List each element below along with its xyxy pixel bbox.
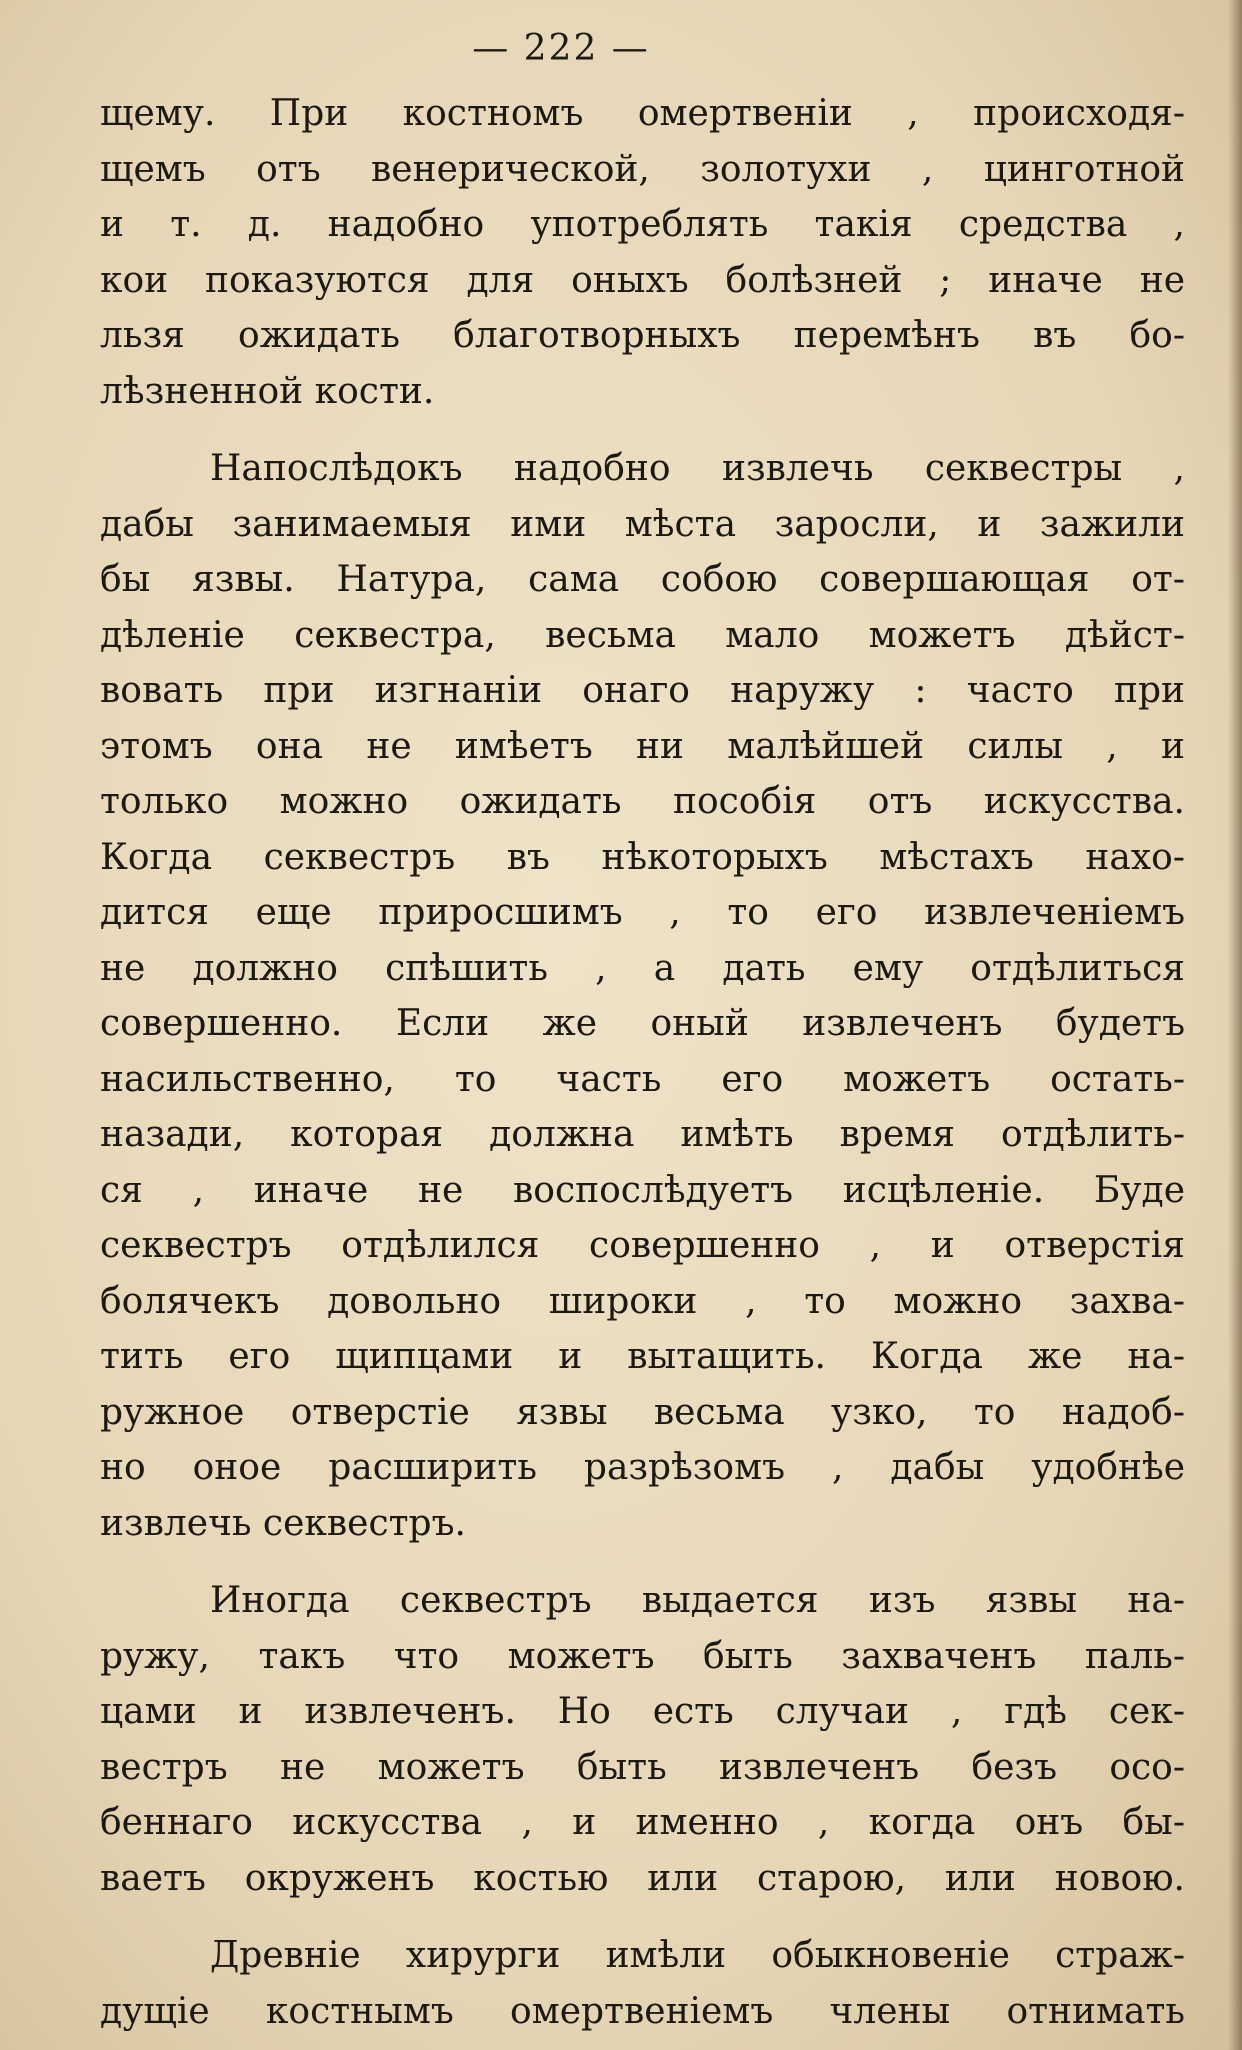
text-line: льзя ожидать благотворныхъ перемѣнъ въ бо- xyxy=(100,315,1185,356)
text-line: вовать при изгнанiи онаго наружу : часто при xyxy=(100,670,1185,711)
paragraph-gap xyxy=(100,419,1185,441)
paragraph-gap xyxy=(100,1551,1185,1573)
text-line: ваетъ окруженъ костью или старою, или новою. xyxy=(100,1857,1185,1899)
text-line: но оное расширить разрѣзомъ , дабы удобнѣе xyxy=(100,1447,1185,1488)
paragraph xyxy=(100,441,1185,1551)
text-line: Когда секвестръ въ нѣкоторыхъ мѣстахъ нахо- xyxy=(100,836,1185,878)
text-line: вестръ не можетъ быть извлеченъ безъ осо- xyxy=(100,1746,1185,1788)
text-line: щемъ отъ венерической, золотухи , цинготной xyxy=(100,148,1185,190)
paragraph xyxy=(100,1928,1185,2039)
text-line: цами и извлеченъ. Но есть случаи , гдѣ сек- xyxy=(100,1691,1185,1732)
paragraph xyxy=(100,1573,1185,1906)
text-line: тить его щипцами и вытащить. Когда же на- xyxy=(100,1336,1185,1377)
text-line: лѣзненной кости. xyxy=(100,370,435,412)
text-line: и т. д. надобно употреблять такiя средства , xyxy=(100,204,1185,245)
text-line: только можно ожидать пособiя отъ искусства. xyxy=(100,781,1185,822)
text-line: дабы занимаемыя ими мѣста заросли, и зажили xyxy=(100,503,1185,545)
text-line: Напослѣдокъ надобно извлечь секвестры , xyxy=(210,448,1185,489)
page-number: — 222 — xyxy=(472,28,650,69)
body-text xyxy=(100,86,1185,2039)
text-line: болячекъ довольно широки , то можно захва- xyxy=(100,1280,1185,1322)
text-line: щему. При костномъ омертвенiи , происходя- xyxy=(100,93,1185,134)
text-line: дущiе костнымъ омертвенiемъ члены отнимать xyxy=(100,1990,1185,2032)
text-line: насильственно, то часть его можетъ остать- xyxy=(100,1058,1185,1100)
text-line: секвестръ отдѣлился совершенно , и отверстiя xyxy=(100,1225,1185,1266)
text-line: не должно спѣшить , а дать ему отдѣлиться xyxy=(100,947,1185,989)
text-line: беннаго искусства , и именно , когда онъ бы- xyxy=(100,1802,1185,1843)
text-line: кои показуются для оныхъ болѣзней ; иначе не xyxy=(100,259,1185,301)
text-line: Иногда секвестръ выдается изъ язвы на- xyxy=(210,1580,1185,1621)
text-line: дится еще приросшимъ , то его извлеченiемъ xyxy=(100,892,1185,933)
text-line: бы язвы. Натура, сама собою совершающая от- xyxy=(100,559,1185,600)
text-line: совершенно. Если же оный извлеченъ будетъ xyxy=(100,1003,1185,1044)
text-line: назади, которая должна имѣть время отдѣлить- xyxy=(100,1114,1185,1155)
text-line: дѣленiе секвестра, весьма мало можетъ дѣйст- xyxy=(100,614,1185,656)
text-line: этомъ она не имѣетъ ни малѣйшей силы , и xyxy=(100,725,1185,767)
paragraph-gap xyxy=(100,1906,1185,1928)
page-edge-shadow xyxy=(1228,0,1242,2050)
paragraph xyxy=(100,86,1185,419)
text-line: ся , иначе не воспослѣдуетъ исцѣленiе. Буде xyxy=(100,1169,1185,1211)
text-line: извлечь секвестръ. xyxy=(100,1502,466,1544)
text-line: ружу, такъ что можетъ быть захваченъ паль- xyxy=(100,1635,1185,1677)
text-line: Древнiе хирурги имѣли обыкновенiе страж- xyxy=(210,1935,1185,1976)
text-line: ружное отверстiе язвы весьма узко, то надоб- xyxy=(100,1391,1185,1433)
